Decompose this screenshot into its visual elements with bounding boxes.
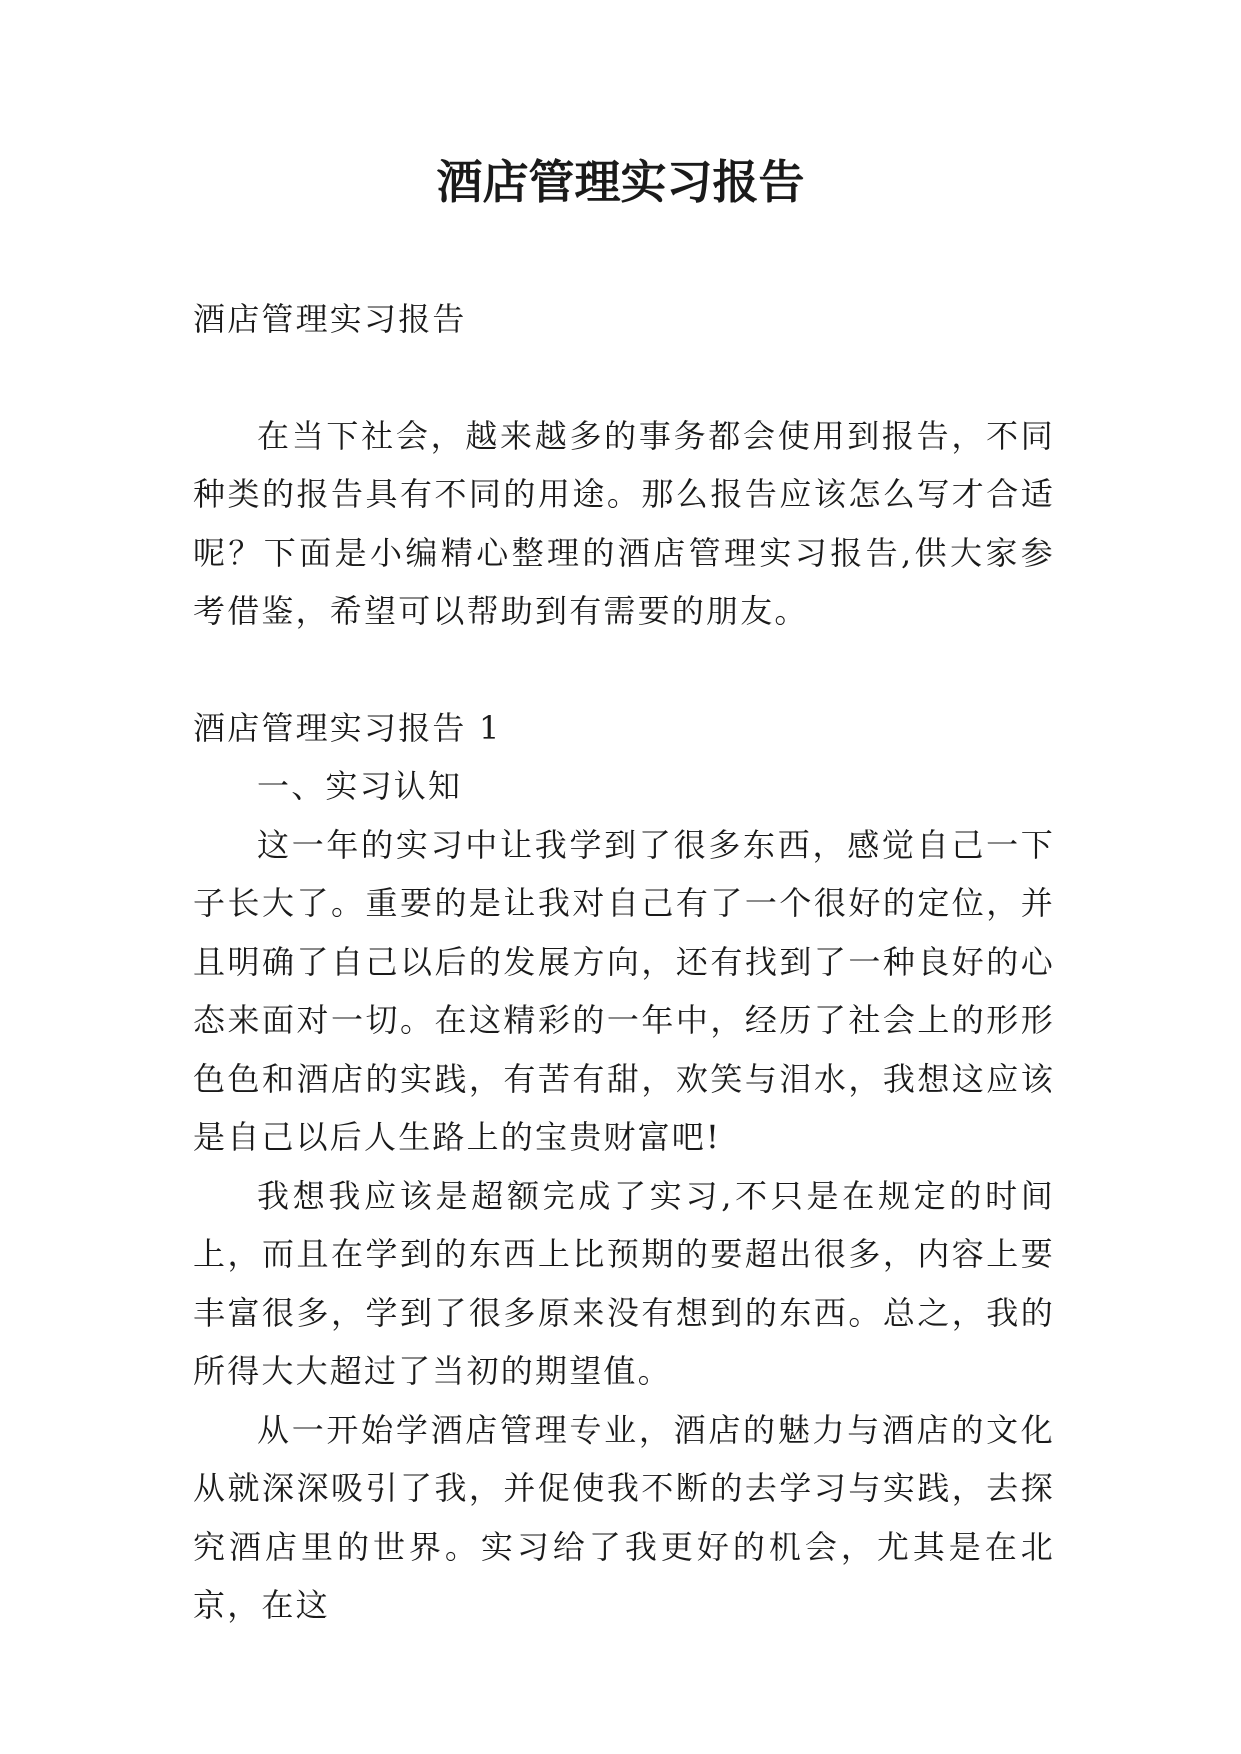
body-paragraph: 从一开始学酒店管理专业，酒店的魅力与酒店的文化从就深深吸引了我，并促使我不断的去学习与实践，去探究酒店里的世界。实习给了我更好的机会，尤其是在北京，在这 <box>193 1410 1055 1624</box>
document-body <box>193 290 1055 1635</box>
section-heading: 酒店管理实习报告 1 <box>193 708 502 747</box>
intro-paragraph: 在当下社会，越来越多的事务都会使用到报告，不同种类的报告具有不同的用途。那么报告应该怎么写才合适呢？下面是小编精心整理的酒店管理实习报告,供大家参考借鉴，希望可以帮助到有需要的朋友。 <box>193 416 1055 630</box>
body-paragraph: 我想我应该是超额完成了实习,不只是在规定的时间上，而且在学到的东西上比预期的要超出很多，内容上要丰富很多，学到了很多原来没有想到的东西。总之，我的所得大大超过了当初的期望值。 <box>193 1176 1055 1390</box>
spacer <box>193 349 1055 407</box>
spacer <box>193 641 1055 699</box>
document-title: 酒店管理实习报告 <box>436 155 805 209</box>
document-subtitle: 酒店管理实习报告 <box>193 300 467 338</box>
subsection-heading: 一、实习认知 <box>257 767 463 805</box>
body-paragraph: 这一年的实习中让我学到了很多东西，感觉自己一下子长大了。重要的是让我对自己有了一个很好的定位，并且明确了自己以后的发展方向，还有找到了一种良好的心态来面对一切。在这精彩的一年中，经历了社会上的形形色色和酒店的实践，有苦有甜，欢笑与泪水，我想这应该是自己以后人生路上的宝贵财富吧! <box>193 825 1055 1156</box>
